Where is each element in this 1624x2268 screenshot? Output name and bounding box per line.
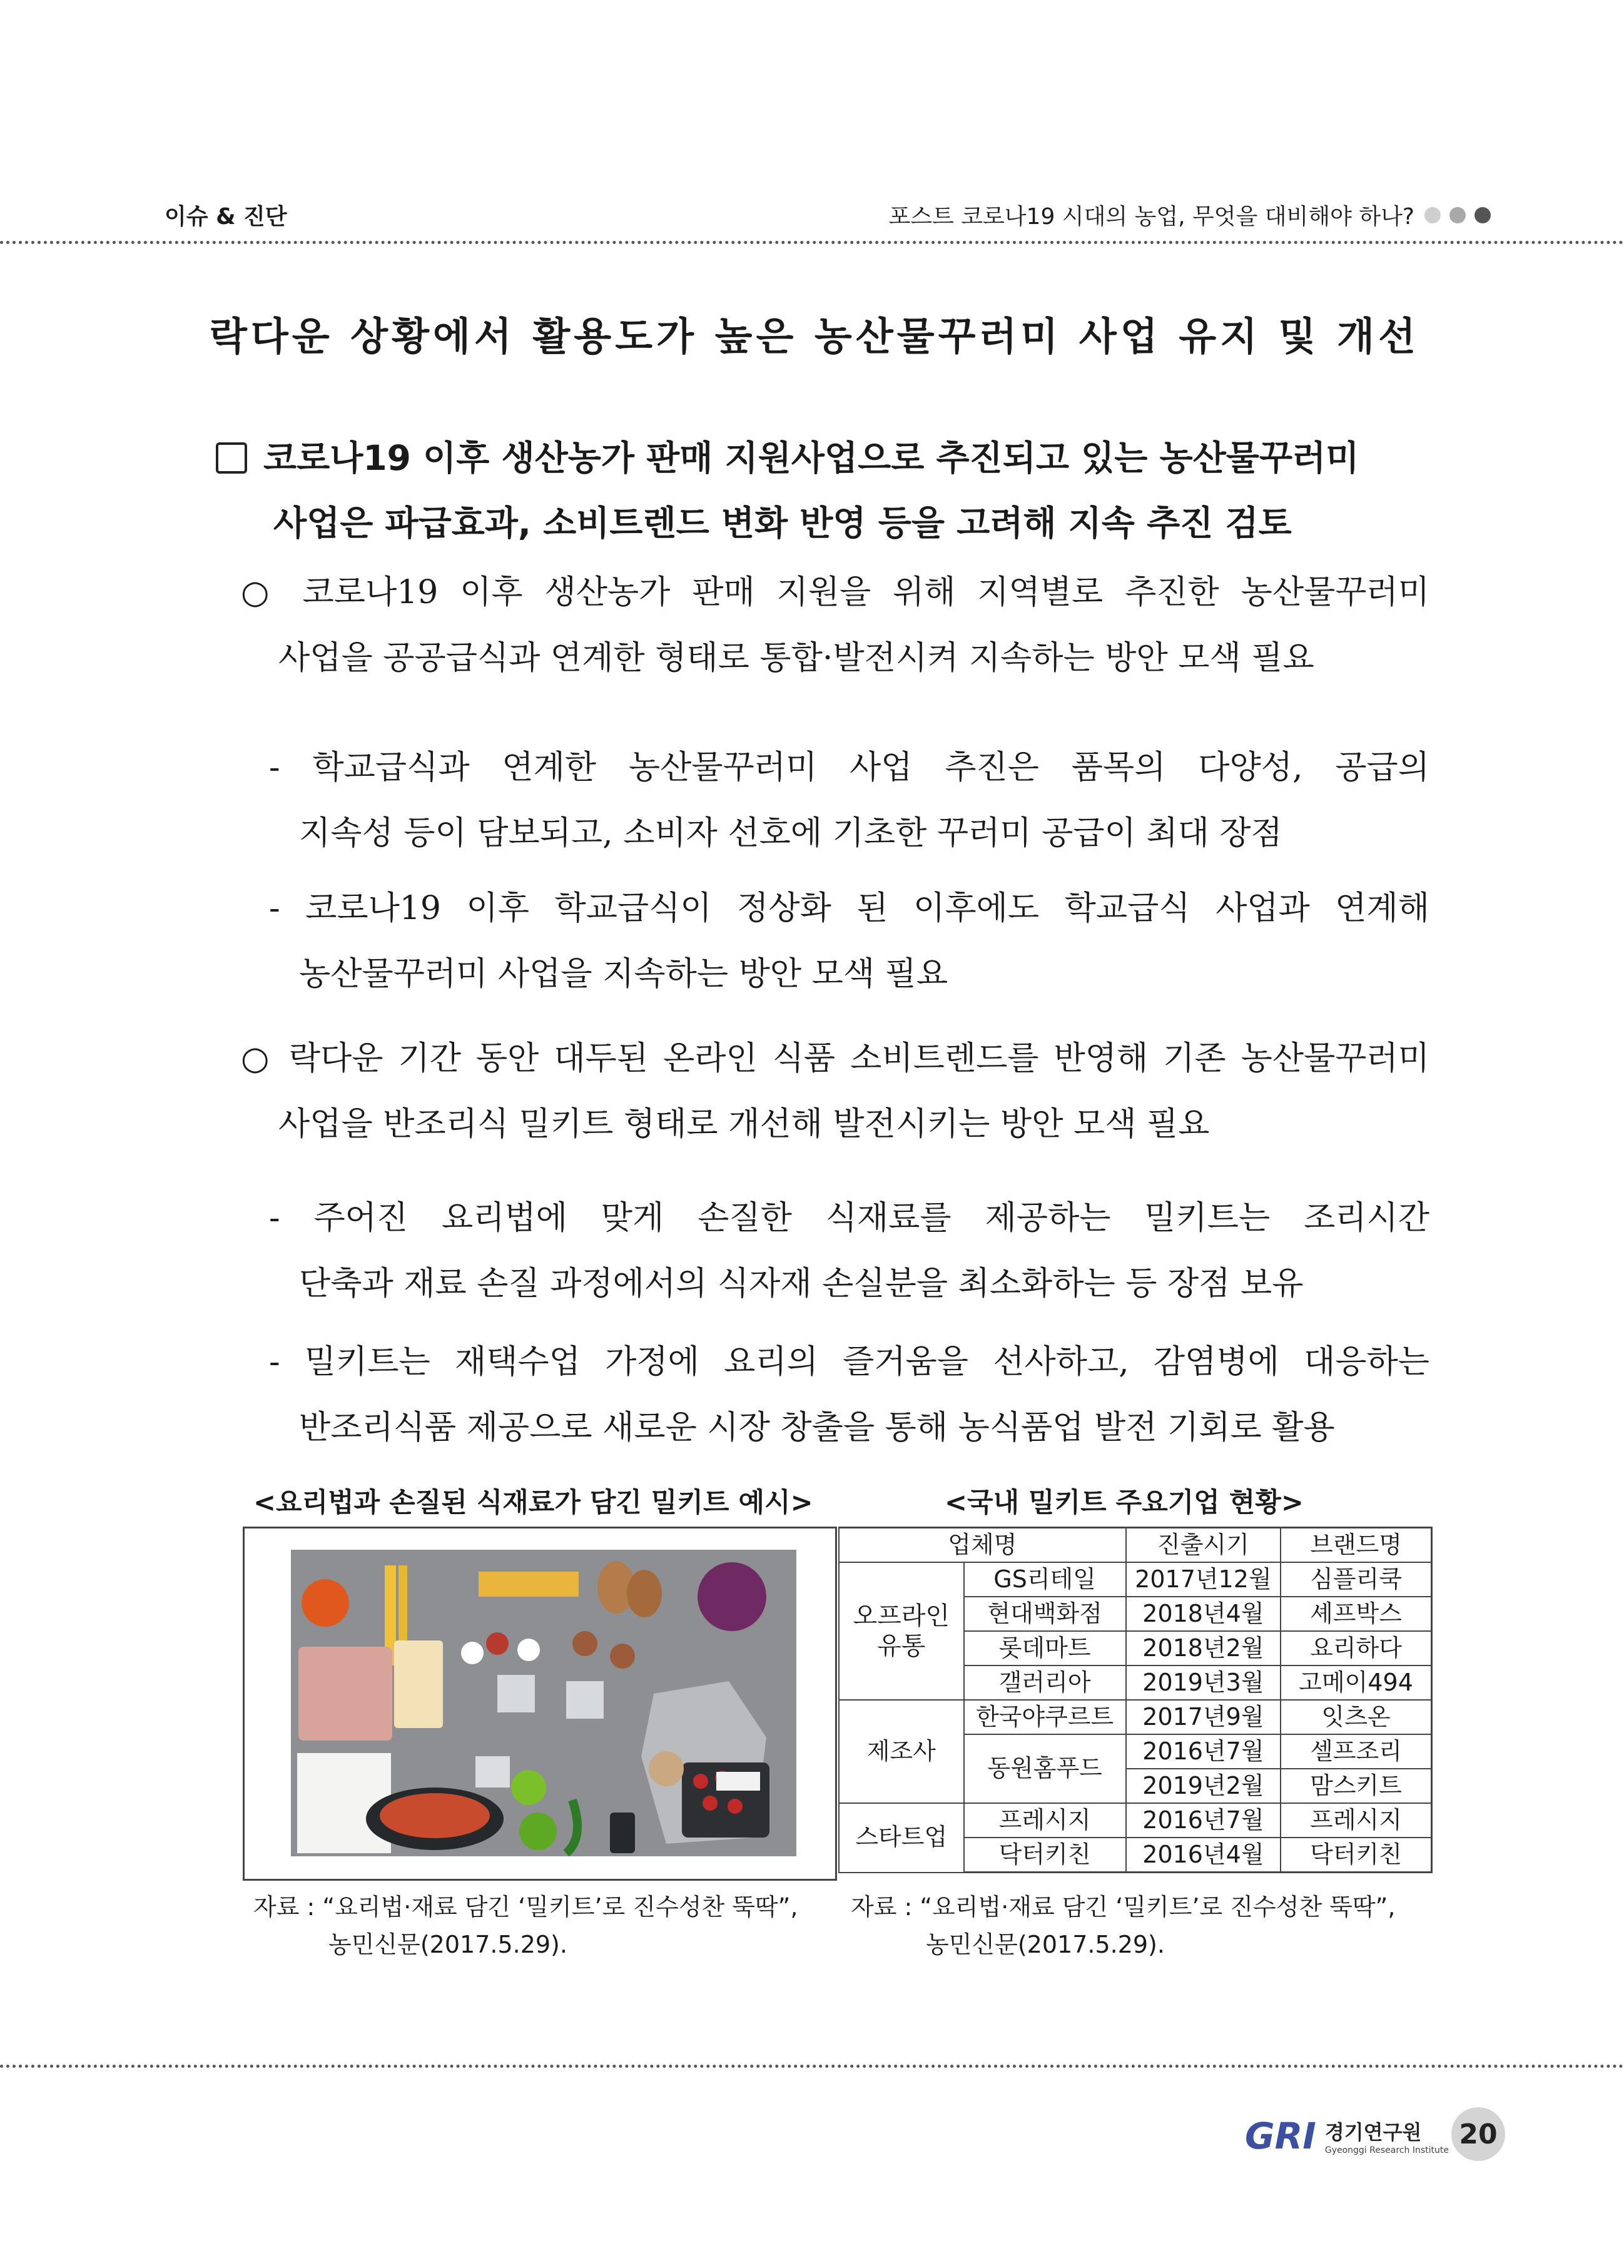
category-cell: 오프라인 유통 [839, 1562, 964, 1700]
sub-line-2: 반조리식품 제공으로 새로운 시장 창출을 통해 농식품업 발전 기회로 활용 [299, 1409, 1335, 1447]
date-cell: 2018년4월 [1126, 1597, 1281, 1631]
running-title-text: 포스트 코로나19 시대의 농업, 무엇을 대비해야 하나? [888, 204, 1414, 230]
bullet-2 [241, 1026, 1429, 1157]
company-cell: 동원홈푸드 [964, 1734, 1126, 1803]
logo-name: 경기연구원 [1324, 2120, 1422, 2144]
lead-line-1: 코로나19 이후 생산농가 판매 지원사업으로 추진되고 있는 농산물꾸러미 [263, 438, 1359, 478]
header-divider [0, 241, 1624, 244]
sub-line-2: 지속성 등이 담보되고, 소비자 선호에 기초한 꾸러미 공급이 최대 장점 [299, 815, 1282, 852]
brand-cell: 셰프박스 [1281, 1597, 1431, 1631]
meal-kit-photo [291, 1550, 796, 1856]
dash-marker: - [269, 1343, 280, 1381]
sub-line-1: 코로나19 이후 학교급식이 정상화 된 이후에도 학교급식 사업과 연계해 [305, 890, 1429, 927]
company-cell: 갤러리아 [964, 1665, 1126, 1700]
bullet-marker: ○ [241, 1040, 274, 1077]
brand-cell: 맘스키트 [1281, 1769, 1431, 1803]
section-title: 락다운 상황에서 활용도가 높은 농산물꾸러미 사업 유지 및 개선 [210, 313, 1419, 359]
sub-line-1: 주어진 요리법에 맞게 손질한 식재료를 제공하는 밀키트는 조리시간 [313, 1199, 1430, 1237]
brand-cell: 고메이494 [1281, 1665, 1431, 1700]
brand-cell: 닥터키친 [1281, 1838, 1431, 1873]
brand-cell: 요리하다 [1281, 1631, 1431, 1665]
meal-kit-illustration [291, 1550, 796, 1856]
date-cell: 2016년7월 [1126, 1803, 1281, 1838]
institute-logo [1245, 2115, 1449, 2157]
sub-bullet-2-1 [269, 1186, 1429, 1317]
table-row [839, 1803, 1432, 1838]
page-number: 20 [1451, 2107, 1505, 2161]
company-cell: 현대백화점 [964, 1597, 1126, 1631]
bullet-1 [241, 560, 1429, 691]
table-source [851, 1888, 1395, 1963]
figure-caption: <요리법과 손질된 식재료가 담긴 밀키트 예시> [253, 1487, 813, 1518]
bullet-marker: ○ [241, 574, 281, 611]
sub-line-1: 밀키트는 재택수업 가정에 요리의 즐거움을 선사하고, 감염병에 대응하는 [304, 1343, 1430, 1381]
logo-mark: GRI [1245, 2115, 1316, 2157]
dash-marker: - [269, 749, 280, 786]
sub-line-2: 농산물꾸러미 사업을 지속하는 방안 모색 필요 [299, 955, 948, 993]
date-cell: 2018년2월 [1126, 1631, 1281, 1665]
header-dots [1424, 207, 1491, 223]
date-cell: 2016년7월 [1126, 1734, 1281, 1769]
header-brand: 브랜드명 [1281, 1528, 1431, 1563]
table-caption: <국내 밀키트 주요기업 현황> [945, 1487, 1304, 1518]
sub-bullet-1-2 [269, 876, 1429, 1007]
sub-bullet-1-1 [269, 735, 1429, 867]
date-cell: 2016년4월 [1126, 1838, 1281, 1873]
header-dot-light [1424, 207, 1441, 223]
bullet-line-2: 사업을 반조리식 밀키트 형태로 개선해 발전시키는 방안 모색 필요 [278, 1106, 1210, 1143]
date-cell: 2019년3월 [1126, 1665, 1281, 1700]
brand-cell: 잇츠온 [1281, 1700, 1431, 1734]
header-section-label: 이슈 & 진단 [165, 204, 287, 230]
bullet-line-1: 락다운 기간 동안 대두된 온라인 식품 소비트렌드를 반영해 기존 농산물꾸러미 [288, 1040, 1430, 1077]
lead-paragraph [216, 425, 1436, 556]
logo-text [1325, 2117, 1449, 2155]
sub-bullet-2-2 [269, 1330, 1429, 1461]
source-line-2: 농민신문(2017.5.29). [926, 1931, 1165, 1958]
company-cell: 닥터키친 [964, 1838, 1126, 1873]
source-line-1: 자료 : “요리법·재료 담긴 ‘밀키트’로 진수성찬 뚝딱”, [253, 1893, 798, 1921]
meal-kit-companies-table [838, 1527, 1433, 1873]
source-line-2: 농민신문(2017.5.29). [328, 1931, 567, 1958]
date-cell: 2019년2월 [1126, 1769, 1281, 1803]
company-cell: GS리테일 [964, 1562, 1126, 1597]
header-date: 진출시기 [1126, 1528, 1281, 1563]
lead-line-2: 사업은 파급효과, 소비트렌드 변화 반영 등을 고려해 지속 추진 검토 [273, 503, 1292, 543]
company-cell: 롯데마트 [964, 1631, 1126, 1665]
table-row [839, 1562, 1432, 1597]
source-line-1: 자료 : “요리법·재료 담긴 ‘밀키트’로 진수성찬 뚝딱”, [851, 1893, 1396, 1921]
checkbox-square-icon [216, 442, 247, 474]
brand-cell: 심플리쿡 [1281, 1562, 1431, 1597]
figure-source [253, 1888, 798, 1963]
company-cell: 프레시지 [964, 1803, 1126, 1838]
table-header-row [839, 1528, 1432, 1563]
category-cell: 제조사 [839, 1700, 964, 1803]
date-cell: 2017년9월 [1126, 1700, 1281, 1734]
dash-marker: - [269, 890, 280, 927]
bullet-line-1: 코로나19 이후 생산농가 판매 지원을 위해 지역별로 추진한 농산물꾸러미 [302, 574, 1429, 611]
date-cell: 2017년12월 [1126, 1562, 1281, 1597]
brand-cell: 프레시지 [1281, 1803, 1431, 1838]
table-row [839, 1700, 1432, 1734]
header-company: 업체명 [839, 1528, 1126, 1563]
header-dot-mid [1449, 207, 1466, 223]
header-dot-dark [1474, 207, 1491, 223]
brand-cell: 셀프조리 [1281, 1734, 1431, 1769]
header-running-title [888, 199, 1491, 231]
bullet-line-2: 사업을 공공급식과 연계한 형태로 통합·발전시켜 지속하는 방안 모색 필요 [278, 639, 1314, 677]
company-cell: 한국야쿠르트 [964, 1700, 1126, 1734]
footer-divider [0, 2065, 1624, 2068]
sub-line-2: 단축과 재료 손질 과정에서의 식자재 손실분을 최소화하는 등 장점 보유 [299, 1265, 1304, 1303]
sub-line-1: 학교급식과 연계한 농산물꾸러미 사업 추진은 품목의 다양성, 공급의 [312, 749, 1430, 786]
category-cell: 스타트업 [839, 1803, 964, 1873]
logo-english: Gyeonggi Research Institute [1324, 2145, 1449, 2155]
dash-marker: - [269, 1199, 280, 1237]
